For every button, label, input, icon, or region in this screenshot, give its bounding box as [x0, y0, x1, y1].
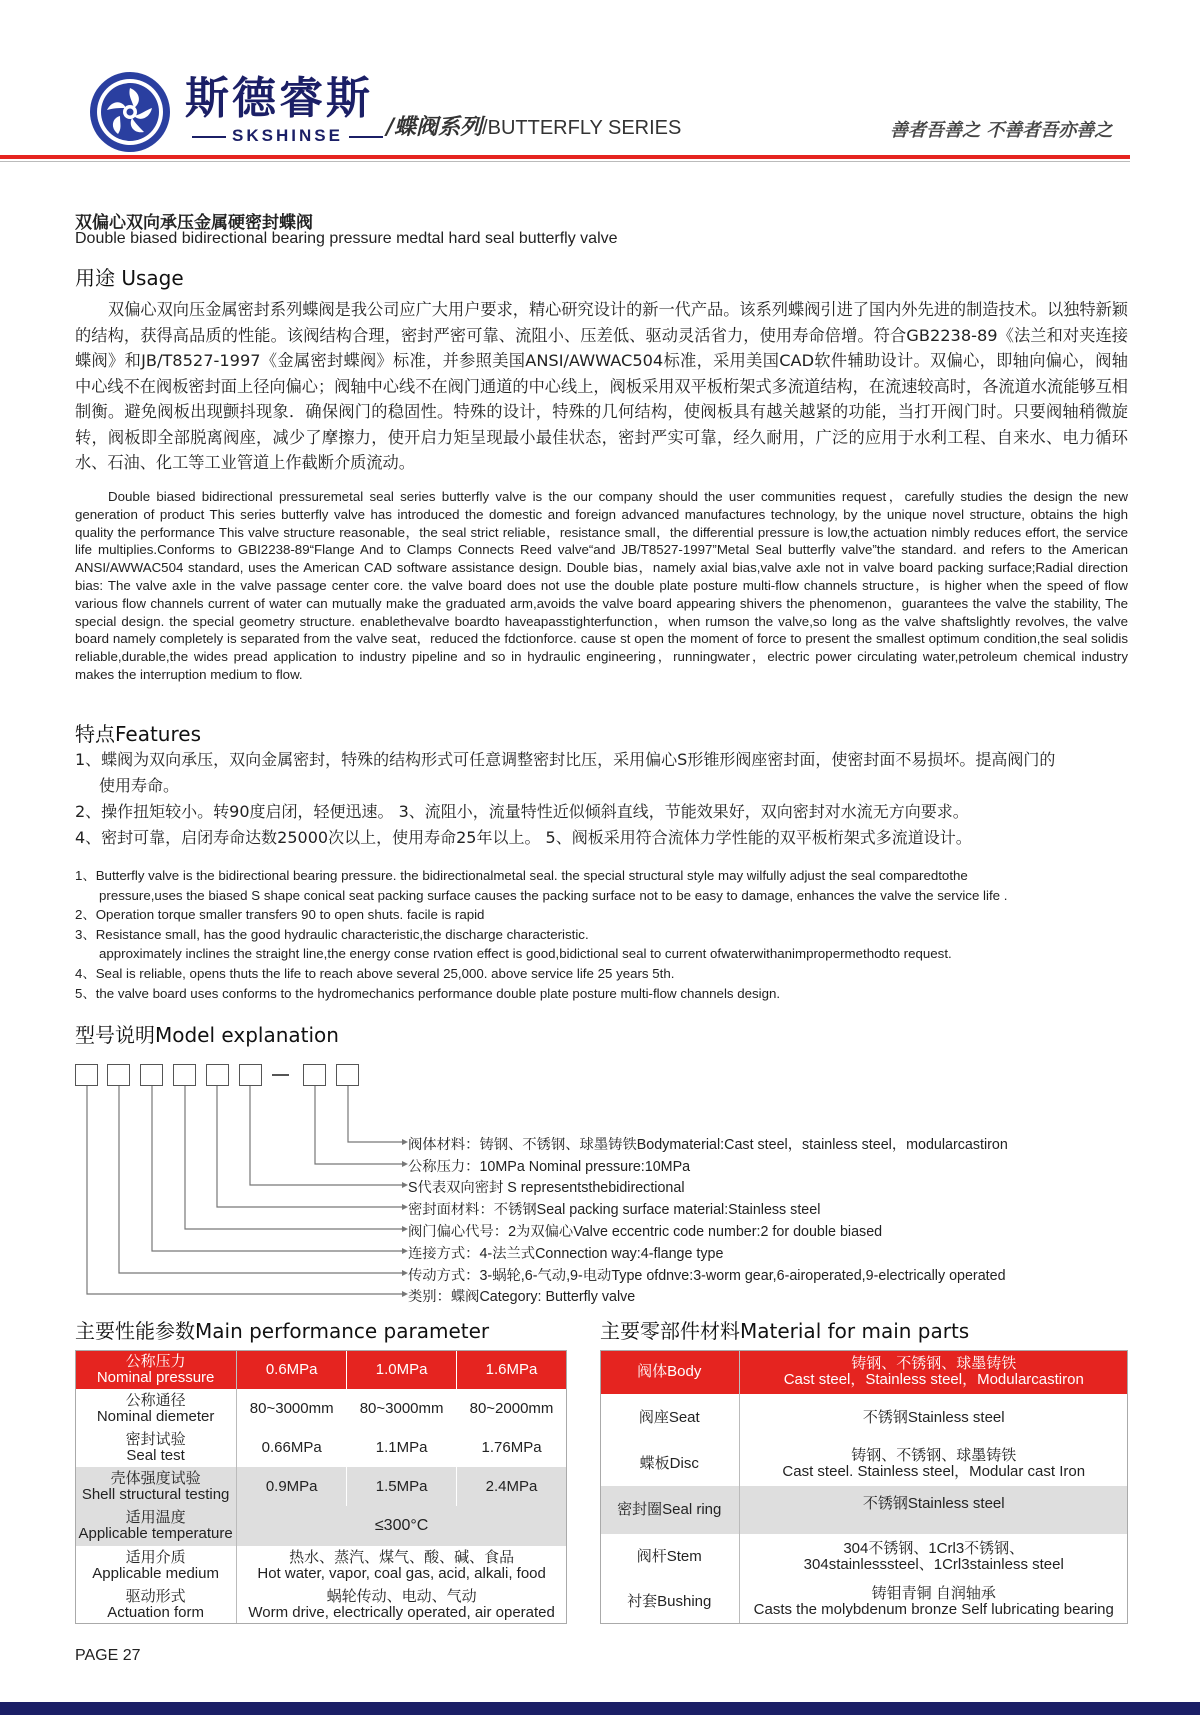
table-cell: 0.9MPa — [237, 1467, 347, 1506]
footer-bar — [0, 1702, 1200, 1715]
table-row — [600, 1579, 1128, 1624]
cell-text-cn: 公称通径 — [125, 1391, 186, 1409]
table-row — [600, 1486, 1128, 1534]
series-label-cn: /蝶阀系列 — [386, 114, 483, 140]
model-label-bidirectional: S代表双向密封 S representsthebidirectional — [408, 1180, 685, 1196]
part-material — [739, 1442, 1128, 1486]
cell-text-en: Cast steel. Stainless steel，Modular cast Iron — [782, 1463, 1086, 1480]
table-cell: 1.76MPa — [457, 1428, 567, 1467]
feature-cn-1: 1、蝶阀为双向承压，双向金属密封，特殊的结构形式可任意调整密封比压，采用偏心S形锥形阀座密封面，使密封面不易损坏。提高阀门的 — [75, 750, 1056, 769]
feature-en-4: 4、Seal is reliable, opens thuts the life to reach above several 25,000. above service life 25 years 5th. — [75, 965, 675, 981]
table-cell — [237, 1546, 567, 1585]
row-label — [75, 1389, 237, 1428]
table-row — [75, 1350, 567, 1389]
table-row — [600, 1394, 1128, 1442]
feature-cn-2-3: 2、操作扭矩较小。转90度启闭，轻便迅速。 3、流阻小，流量特性近似倾斜直线，节能效果好，双向密封对水流无方向要求。 — [75, 802, 969, 821]
usage-paragraph-en: Double biased bidirectional pressuremetal seal series butterfly valve is the our company should the user communities request，carefully studies the design the new generation of product This series butterfly valve has introduced the domestic and foreign advanced manufactures technology, by the unique novel structure, obtains the high quality the performance This valve structure reasonable，the seal strict reliable，resistance small，the differential pressure is low,the actuation nimbly reduces effort, the service life multiplies.Conforms to GBI2238-89“Flange And to Clamps Connects Reed valve“and JB/T8527-1997”Metal Seal butterfly valve”the standard. and refers to the American ANSI/AWWAC504 standard, uses the American CAD software assistance design. Double bias，namely axial bias,valve axle not in valve board packing surface;Radial direction bias: The valve axle in the valve passage center core. the valve board does not use the double plate posture multi-flow channels structure，is higher when the speed of flow various flow channels current of water can mutually make the graduated arm,avoids the valve board appearing shivers the phenomenon，guarantees the valve the stability, The special design. the special geometry structure. enablethevalve boardto haveapasstighterfunction，when rumson the valve,so long as the valve shaftslightly revolves, the valve board namely completely is separated from the valve seat，reduced the fdctionforce. cause st open the moment of force to present the smallest optimum condition,the seal solidis reliable,durable,the wides pread application to industry pipeline and so in hydraulic engineering，runningwater，electric power circulating water,petroleum chemical industry makes the interruption medium to flow. — [75, 489, 1128, 682]
table-cell: ≤300°C — [237, 1506, 567, 1546]
part-material — [739, 1579, 1128, 1624]
part-name: 阀座Seat — [600, 1394, 739, 1442]
row-label — [75, 1428, 237, 1467]
cell-text-cn: 铸钢、不锈钢、球墨铸铁 — [851, 1355, 1017, 1372]
model-label-seal-material: 密封面材料：不锈钢Seal packing surface material:Stainless steel — [408, 1202, 821, 1218]
usage-paragraph-cn: 双偏心双向压金属密封系列蝶阀是我公司应广大用户要求，精心研究设计的新一代产品。该系列蝶阀引进了国内外先进的制造技术。以独特新颖的结构，获得高品质的性能。该阀结构合理，密封严密可靠、流阻小、压差低、驱动灵活省力，使用寿命倍增。符合GB2238-89《法兰和对夹连接蝶阀》和JB/T8527-1997《金属密封蝶阀》标准，并参照美国ANSI/AWWAC504标准，采用美国CAD软件辅助设计。双偏心，即轴向偏心，阀轴中心线不在阀板密封面上径向偏心；阀轴中心线不在阀门通道的中心线上，阀板采用双平板桁架式多流道结构，在流速较高时，各流道水流能够互相制衡。避免阀板出现颤抖现象．确保阀门的稳固性。特殊的设计，特殊的几何结构，使阀板具有越关越紧的功能，当打开阀门时。只要阀轴稍微旋转，阀板即全部脱离阀座，减少了摩擦力，使开启力矩呈现最小最佳状态，密封严实可靠，经久耐用，广泛的应用于水利工程、自来水、电力循环水、石油、化工等工业管道上作截断介质流动。 — [75, 300, 1128, 472]
row-label — [75, 1585, 237, 1624]
product-title-en: Double biased bidirectional bearing pressure medtal hard seal butterfly valve — [75, 230, 618, 247]
cell-text-en: Actuation form — [107, 1603, 204, 1621]
cell-text-cn: 公称压力 — [125, 1352, 186, 1370]
cell-text-en: Nominal pressure — [96, 1368, 215, 1386]
performance-col-3: 1.6MPa — [457, 1350, 567, 1389]
performance-col-1: 0.6MPa — [237, 1350, 347, 1389]
performance-table — [75, 1350, 567, 1624]
part-material: 不锈钢Stainless steel — [739, 1486, 1128, 1534]
materials-table — [600, 1350, 1128, 1624]
cell-text-en: Casts the molybdenum bronze Self lubricating bearing — [753, 1600, 1114, 1618]
part-name: 阀体Body — [600, 1350, 739, 1394]
cell-text-cn: 适用温度 — [125, 1509, 186, 1526]
part-name: 密封圈Seal ring — [600, 1486, 739, 1534]
table-cell: 1.5MPa — [347, 1467, 457, 1506]
cell-text-en: Worm drive, electrically operated, air operated — [248, 1603, 555, 1621]
product-title-cn: 双偏心双向承压金属硬密封蝶阀 — [75, 213, 313, 233]
table-row — [75, 1506, 567, 1546]
table-row — [75, 1389, 567, 1428]
performance-heading: 主要性能参数Main performance parameter — [75, 1319, 490, 1343]
model-label-drive-type: 传动方式：3-蜗轮,6-气动,9-电动Type ofdnve:3-worm gear,6-airoperated,9-electrically operated — [408, 1268, 1006, 1284]
row-label — [75, 1467, 237, 1506]
feature-en-2: 2、Operation torque smaller transfers 90 to open shuts. facile is rapid — [75, 907, 485, 923]
cell-text-en: Shell structural testing — [81, 1485, 230, 1503]
feature-en-3: 3、Resistance small, has the good hydraulic characteristic,the discharge characteristic. — [75, 926, 589, 942]
brand-name-en-text: SKSHINSE — [232, 126, 343, 145]
table-row — [600, 1534, 1128, 1579]
feature-en-1: 1、Butterfly valve is the bidirectional bearing pressure. the bidirectionalmetal seal. the special structural style may wilfully adjust the seal comparedtothe — [75, 868, 968, 883]
cell-text-en: Applicable medium — [92, 1564, 219, 1582]
features-heading: 特点Features — [75, 722, 201, 746]
model-label-connection: 连接方式：4-法兰式Connection way:4-flange type — [408, 1246, 724, 1262]
cell-text-cn: 驱动形式 — [125, 1587, 186, 1605]
feature-en-5: 5、the valve board uses conforms to the hydromechanics performance double plate posture multi-flow channels design. — [75, 985, 781, 1001]
part-name: 蝶板Disc — [600, 1442, 739, 1486]
series-label-en: /BUTTERFLY SERIES — [482, 117, 682, 139]
part-material: 不锈钢Stainless steel — [739, 1394, 1128, 1442]
company-motto: 善者吾善之 不善者吾亦善之 — [890, 120, 1113, 141]
part-name: 阀杆Stem — [600, 1534, 739, 1579]
part-name: 衬套Bushing — [600, 1579, 739, 1624]
model-label-category: 类别：蝶阀Category: Butterfly valve — [408, 1289, 636, 1305]
table-cell: 80~2000mm — [457, 1389, 567, 1428]
performance-header-label — [75, 1350, 237, 1389]
model-label-nominal-pressure: 公称压力：10MPa Nominal pressure:10MPa — [408, 1159, 691, 1175]
table-cell: 1.1MPa — [347, 1428, 457, 1467]
cell-text-cn: 铸钢、不锈钢、球墨铸铁 — [851, 1447, 1017, 1464]
cell-text-cn: 适用介质 — [125, 1548, 186, 1566]
table-row — [75, 1546, 567, 1585]
table-cell: 80~3000mm — [347, 1389, 457, 1428]
performance-col-2: 1.0MPa — [347, 1350, 457, 1389]
cell-text-en: Applicable temperature — [78, 1525, 233, 1542]
feature-en-3-cont: approximately inclines the straight line,the energy conse rvation effect is good,bidictional seal to current ofwaterwithanimpropermethodto request. — [99, 946, 952, 962]
cell-text-en: Cast steel，Stainless steel，Modularcastiron — [783, 1371, 1084, 1388]
page-number: PAGE 27 — [75, 1647, 141, 1664]
table-row — [600, 1350, 1128, 1394]
feature-cn-4-5: 4、密封可靠，启闭寿命达数25000次以上，使用寿命25年以上。 5、阀板采用符合流体力学性能的双平板桁架式多流道设计。 — [75, 828, 972, 847]
materials-heading: 主要零部件材料Material for main parts — [600, 1319, 970, 1343]
cell-text-cn: 热水、蒸汽、煤气、酸、碱、食品 — [289, 1548, 515, 1566]
usage-heading: 用途 Usage — [75, 266, 184, 290]
table-row — [75, 1467, 567, 1506]
feature-cn-1-cont: 使用寿命。 — [99, 776, 180, 795]
cell-text-cn: 铸钼青铜 自润轴承 — [871, 1584, 996, 1602]
model-heading: 型号说明Model explanation — [75, 1023, 339, 1047]
cell-text-en: Seal test — [126, 1446, 185, 1464]
cell-text-cn: 密封试验 — [125, 1430, 186, 1448]
cell-text-cn: 壳体强度试验 — [110, 1469, 201, 1487]
cell-text-en: Nominal diemeter — [96, 1407, 215, 1425]
model-label-body-material: 阀体材料：铸钢、不锈钢、球墨铸铁Bodymaterial:Cast steel，stainless steel，modularcastiron — [408, 1137, 1008, 1153]
table-row — [75, 1585, 567, 1624]
table-cell: 80~3000mm — [237, 1389, 347, 1428]
cell-text-cn: 304不锈钢、1Crl3不锈钢、 — [843, 1539, 1025, 1557]
cell-text-en: 304stainlesssteel、1Crl3stainless steel — [803, 1555, 1064, 1573]
table-row — [75, 1428, 567, 1467]
row-label — [75, 1506, 237, 1546]
cell-text-en: Hot water, vapor, coal gas, acid, alkali, food — [257, 1564, 546, 1582]
model-label-eccentric-code: 阀门偏心代号：2为双偏心Valve eccentric code number:2 for double biased — [408, 1224, 883, 1240]
table-cell — [237, 1585, 567, 1624]
brand-name-cn: 斯德睿斯 — [185, 73, 373, 124]
part-material — [739, 1350, 1128, 1394]
row-label — [75, 1546, 237, 1585]
feature-en-1-cont: pressure,uses the biased S shape conical seat packing surface causes the packing surface not to be easy to damage, enhances the valve the service life . — [99, 887, 1008, 903]
part-material — [739, 1534, 1128, 1579]
table-cell: 0.66MPa — [237, 1428, 347, 1467]
table-cell: 2.4MPa — [457, 1467, 567, 1506]
cell-text-cn: 蜗轮传动、电动、气动 — [326, 1587, 477, 1605]
table-row — [600, 1442, 1128, 1486]
